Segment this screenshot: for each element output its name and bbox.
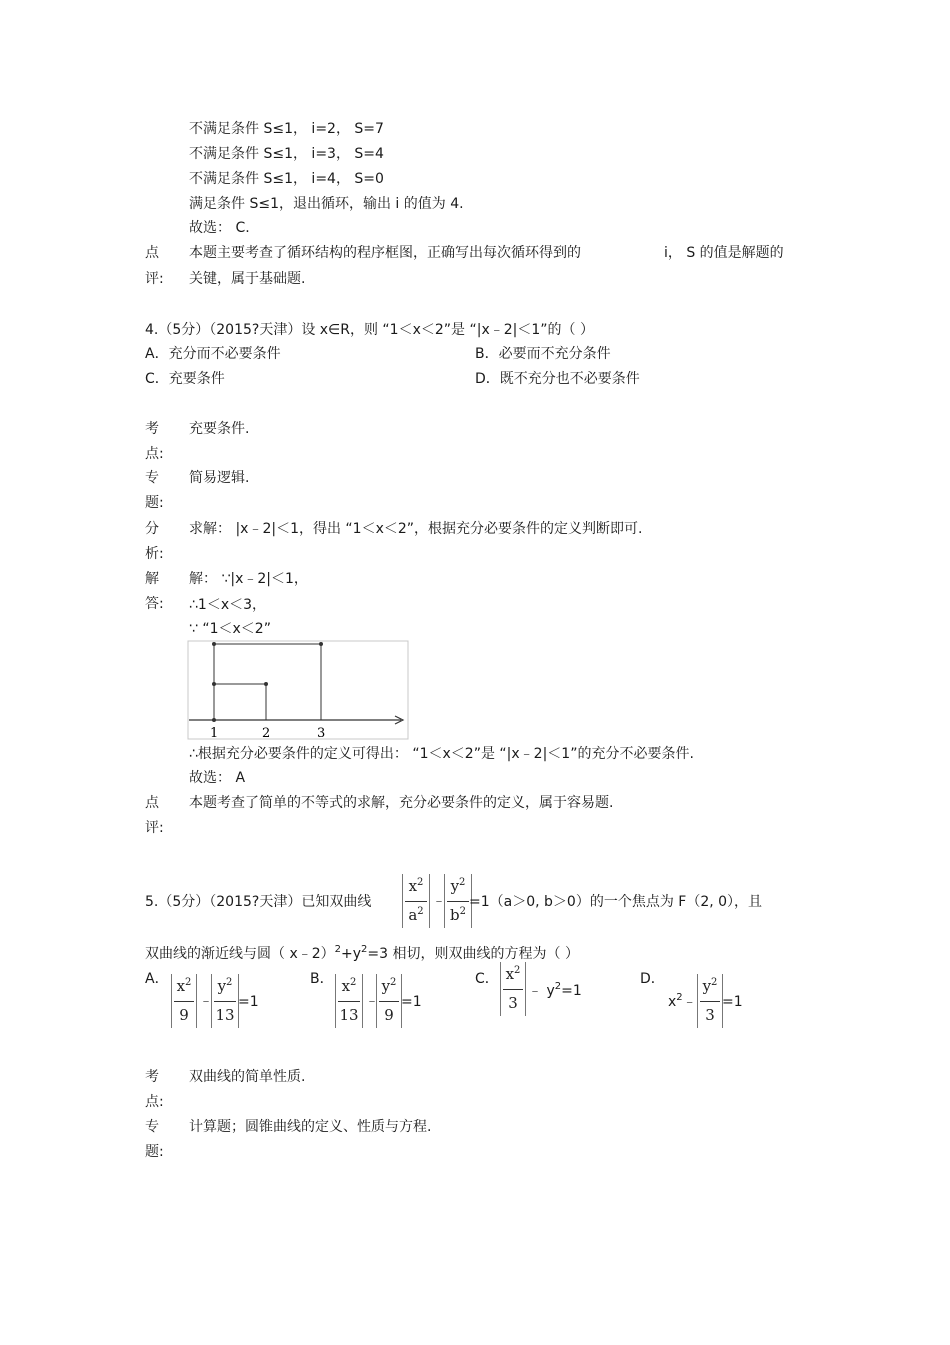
exponent: 2 <box>226 977 233 988</box>
zhuanti-label: 题: <box>145 495 164 511</box>
kaodian-label: 考 <box>145 421 159 437</box>
minus-sign: ﹣ <box>682 994 697 1010</box>
comment-text: i， S 的值是解题的 <box>664 245 784 261</box>
frac-den: 9 <box>179 1006 189 1024</box>
answer-line: 故选： A <box>189 770 246 786</box>
frac-num: x <box>176 977 186 995</box>
kaodian-text: 双曲线的简单性质. <box>189 1069 306 1085</box>
exponent: 2 <box>361 944 368 955</box>
frac-den: a <box>408 906 418 924</box>
conclusion-line: ∴根据充分必要条件的定义可得出： “1＜x＜2”是 “|x﹣2|＜1”的充分不必要条件. <box>189 746 694 762</box>
frac-num: y <box>702 977 712 995</box>
zhuanti-label: 专 <box>145 470 159 486</box>
jieda-line: ∴1＜x＜3， <box>189 597 267 613</box>
solution-line: 不满足条件 S≤1， i=3， S=4 <box>189 146 384 162</box>
stem-part: =3 相切，则双曲线的方程为（ ） <box>367 946 579 962</box>
question-5-stem: 5.（5分）（2015?天津）已知双曲线 <box>145 894 372 910</box>
exponent: 2 <box>514 965 521 976</box>
solution-line: 满足条件 S≤1，退出循环，输出 i 的值为 4. <box>189 196 464 212</box>
q5-option-c-label: C． <box>475 971 499 987</box>
equals-one: =1 <box>401 994 422 1010</box>
jieda-line: ∵ “1＜x＜2” <box>189 621 271 637</box>
answer-line: 故选： C. <box>189 220 250 236</box>
formula-part <box>668 993 697 1013</box>
comment-text: 关键，属于基础题. <box>189 271 306 287</box>
exponent: 2 <box>350 977 357 988</box>
minus-sign: ﹣ <box>199 993 213 1009</box>
frac-den: 13 <box>215 1006 235 1024</box>
tick-label: 1 <box>210 726 219 741</box>
frac-num: y <box>381 977 391 995</box>
frac-num: y <box>217 977 227 995</box>
q5-option-d-formula <box>668 974 758 1030</box>
dianping-label: 点 <box>145 795 159 811</box>
equals-one: =1 <box>238 994 259 1010</box>
zhuanti-text: 简易逻辑. <box>189 470 250 486</box>
question-5-stem-suffix: =1（a＞0, b＞0）的一个焦点为 F（2, 0），且 <box>469 894 763 910</box>
stem-part: +y <box>341 946 362 962</box>
exponent: 2 <box>459 906 466 917</box>
exponent: 2 <box>711 977 718 988</box>
kaodian-label: 考 <box>145 1069 159 1085</box>
comment-text: 本题主要考查了循环结构的程序框图，正确写出每次循环得到的 <box>189 245 581 261</box>
option-d: D．既不充分也不必要条件 <box>475 371 640 387</box>
kaodian-text: 充要条件. <box>189 421 250 437</box>
kaodian-label: 点: <box>145 446 164 462</box>
formula-part: ﹣ y <box>528 983 555 999</box>
jieda-label: 解 <box>145 571 159 587</box>
kaodian-label: 点: <box>145 1094 164 1110</box>
q5-option-c-tail <box>528 982 582 1002</box>
tick-label: 2 <box>262 726 271 741</box>
dianping-text: 本题考查了简单的不等式的求解，充分必要条件的定义，属于容易题. <box>189 795 614 811</box>
comment-label: 点 <box>145 245 159 261</box>
q5-option-b-label: B． <box>310 971 334 987</box>
comment-label: 评: <box>145 271 164 287</box>
exponent: 2 <box>676 992 683 1003</box>
jieda-label: 答: <box>145 596 164 612</box>
equals-one: =1 <box>561 983 582 999</box>
zhuanti-text: 计算题；圆锥曲线的定义、性质与方程. <box>189 1119 432 1135</box>
frac-den: b <box>450 906 460 924</box>
minus-sign: ﹣ <box>365 993 379 1009</box>
frac-num: x <box>341 977 351 995</box>
option-a: A．充分而不必要条件 <box>145 346 281 362</box>
fenxi-label: 分 <box>145 521 159 537</box>
minus-sign: ﹣ <box>432 893 446 909</box>
zhuanti-label: 题: <box>145 1144 164 1160</box>
exponent: 2 <box>417 906 424 917</box>
fenxi-label: 析: <box>145 546 164 562</box>
jieda-line: 解： ∵|x﹣2|＜1， <box>189 571 308 587</box>
frac-num: x <box>408 877 418 895</box>
frac-den: 13 <box>339 1006 359 1024</box>
option-b: B．必要而不充分条件 <box>475 346 611 362</box>
q5-option-b-formula <box>335 974 425 1030</box>
exponent: 2 <box>185 977 192 988</box>
exponent: 2 <box>334 944 342 955</box>
number-line-figure <box>187 640 411 742</box>
frac-den: 3 <box>508 994 518 1012</box>
stem-hyperbola-formula <box>402 872 472 930</box>
dianping-label: 评: <box>145 820 164 836</box>
stem-part: 双曲线的渐近线与圆（ x﹣2） <box>145 946 335 962</box>
equals-one: =1 <box>722 994 743 1010</box>
tick-label: 3 <box>317 726 326 741</box>
exponent: 2 <box>417 877 424 888</box>
q5-option-a-label: A． <box>145 971 169 987</box>
q5-option-a-formula <box>171 974 261 1030</box>
solution-line: 不满足条件 S≤1， i=4， S=0 <box>189 171 384 187</box>
exponent: 2 <box>554 981 562 992</box>
frac-num: x <box>505 965 515 983</box>
option-c: C．充要条件 <box>145 371 225 387</box>
exponent: 2 <box>390 977 397 988</box>
frac-den: 3 <box>705 1006 715 1024</box>
frac-den: 9 <box>384 1006 394 1024</box>
formula-part: x <box>668 994 677 1010</box>
zhuanti-label: 专 <box>145 1119 159 1135</box>
q5-option-d-label: D． <box>640 971 665 987</box>
solution-line: 不满足条件 S≤1， i=2， S=7 <box>189 121 384 137</box>
question-4-stem: 4.（5分）（2015?天津）设 x∈R，则 “1＜x＜2”是 “|x﹣2|＜1”的（ ） <box>145 322 594 338</box>
q5-option-c-formula <box>500 962 590 1018</box>
frac-num: y <box>450 877 460 895</box>
exponent: 2 <box>459 877 466 888</box>
fenxi-text: 求解： |x﹣2|＜1，得出 “1＜x＜2”，根据充分必要条件的定义判断即可. <box>189 521 643 537</box>
